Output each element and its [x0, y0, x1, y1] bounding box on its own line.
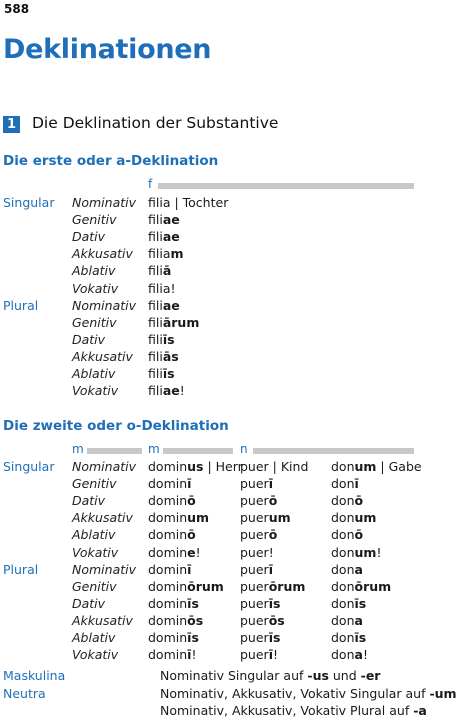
case-ending: ō	[187, 493, 196, 509]
note-text: Nominativ, Akkusativ, Vokativ Plural auf -a	[160, 703, 427, 718]
case-ending: ae	[162, 297, 180, 313]
word-form: donum!	[331, 544, 382, 560]
page-title: Deklinationen	[3, 34, 212, 65]
case-ending: ō	[187, 527, 196, 543]
case-ending: um	[187, 510, 210, 526]
case-ending: ō	[354, 493, 364, 509]
case-ending: ārum	[162, 314, 200, 330]
word-form: puerīs	[240, 630, 281, 645]
word-form: filiās	[148, 348, 179, 364]
word-form: dominō	[148, 527, 196, 543]
word-form: dominō	[148, 493, 196, 509]
note-term: Maskulina	[3, 668, 66, 683]
case-label: Genitiv	[72, 476, 117, 492]
case-ending: īs	[187, 595, 199, 611]
case-ending: ae	[162, 383, 180, 399]
table-row	[0, 492, 417, 509]
word-form: filiae	[148, 229, 180, 245]
table-row	[0, 475, 417, 492]
word-form: filia | Tochter	[148, 195, 229, 210]
case-ending: ae	[162, 212, 180, 228]
case-label: Ablativ	[72, 366, 116, 381]
case-ending: um	[354, 544, 377, 560]
table-row	[0, 646, 417, 663]
word-form: donō	[331, 493, 364, 509]
word-form: donī	[331, 476, 359, 492]
word-form: dominīs	[148, 630, 199, 645]
table-row	[0, 245, 417, 262]
case-label: Akkusativ	[72, 348, 133, 364]
case-label: Vokativ	[72, 383, 119, 399]
case-ending: um	[354, 459, 377, 474]
word-form: dona!	[331, 647, 368, 663]
case-ending: ī	[187, 476, 192, 492]
case-label: Nominativ	[72, 459, 137, 474]
case-label: Ablativ	[72, 263, 116, 279]
case-ending: ī	[268, 647, 273, 663]
case-label: Akkusativ	[72, 612, 133, 628]
note-text: Nominativ Singular auf -us und -er	[160, 668, 381, 683]
case-label: Ablativ	[72, 630, 116, 645]
word-form: domine!	[148, 544, 201, 560]
table-row	[0, 365, 417, 382]
word-form: dominum	[148, 510, 210, 526]
case-label: Nominativ	[72, 195, 137, 210]
number-label: Singular	[3, 195, 55, 210]
gender-bar	[87, 448, 142, 454]
case-label: Dativ	[72, 595, 106, 611]
case-ending: ae	[162, 229, 180, 245]
table-row	[0, 297, 417, 314]
word-form: puerīs	[240, 595, 281, 611]
case-label: Vokativ	[72, 544, 119, 560]
table-row	[0, 348, 417, 365]
word-form: filiae	[148, 212, 180, 228]
table-row	[0, 612, 417, 629]
table-row	[0, 382, 417, 399]
word-form: puerōs	[240, 612, 285, 628]
word-form: dominōs	[148, 612, 204, 628]
word-form: filia!	[148, 280, 176, 296]
word-form: puerī	[240, 476, 273, 492]
table-row	[0, 280, 417, 297]
case-ending: ī	[187, 561, 192, 577]
case-ending: ōrum	[187, 578, 224, 594]
case-ending: īs	[354, 595, 367, 611]
table-row	[0, 194, 417, 211]
word-form: filiam	[148, 246, 184, 262]
table-row	[0, 262, 417, 279]
case-ending: um	[268, 510, 291, 526]
word-form: donīs	[331, 595, 367, 611]
case-ending: a	[354, 561, 363, 577]
case-label: Akkusativ	[72, 246, 133, 262]
word-form: filiārum	[148, 314, 200, 330]
table-row	[0, 561, 417, 578]
case-ending: ō	[268, 527, 278, 543]
case-label: Genitiv	[72, 212, 117, 228]
word-form: donum | Gabe	[331, 459, 422, 474]
word-form: dominīs	[148, 595, 199, 611]
word-form: donum	[331, 510, 377, 526]
second-declension-gender-row	[0, 444, 417, 457]
note-ending: -er	[360, 668, 381, 683]
word-form: puerī	[240, 561, 273, 577]
case-ending: ās	[162, 348, 179, 364]
word-form: donō	[331, 527, 364, 543]
case-ending: ōs	[268, 612, 285, 628]
case-label: Dativ	[72, 493, 106, 509]
case-ending: ī	[268, 561, 273, 577]
word-form: dominī	[148, 561, 192, 577]
number-label: Plural	[3, 561, 39, 577]
table-row	[0, 211, 417, 228]
word-form: donīs	[331, 630, 367, 645]
table-row	[0, 526, 417, 543]
case-ending: ī	[187, 647, 192, 663]
word-form: puerōrum	[240, 578, 306, 594]
page-number: 588	[4, 2, 30, 16]
word-form: filiae!	[148, 383, 185, 399]
word-form: dominī	[148, 476, 192, 492]
word-form: puerō	[240, 493, 278, 509]
table-row	[0, 595, 417, 612]
word-form: puer | Kind	[240, 459, 309, 474]
table-row	[0, 544, 417, 561]
gender-bar	[158, 183, 414, 189]
word-form: filiā	[148, 263, 172, 279]
word-form: donōrum	[331, 578, 392, 594]
gender-label: m	[148, 442, 160, 456]
case-ending: ī	[268, 476, 273, 492]
case-ending: īs	[268, 630, 281, 645]
table-row	[0, 629, 417, 646]
gender-label: f	[148, 177, 153, 191]
case-label: Akkusativ	[72, 510, 133, 526]
gender-label: m	[72, 442, 84, 456]
note-ending: -us	[307, 668, 329, 683]
case-ending: e	[187, 544, 196, 560]
table-row	[0, 578, 417, 595]
case-ending: īs	[354, 630, 367, 645]
note-ending: -um	[429, 685, 457, 701]
first-declension-gender-row	[0, 179, 417, 192]
case-ending: ō	[268, 493, 278, 509]
second-declension-heading: Die zweite oder o-Deklination	[3, 418, 229, 434]
word-form: dominī!	[148, 647, 197, 663]
table-row	[0, 314, 417, 331]
word-form: puerō	[240, 527, 278, 543]
case-ending: ā	[162, 263, 172, 279]
word-form: puerum	[240, 510, 291, 526]
word-form: dona	[331, 612, 363, 628]
case-ending: m	[170, 246, 184, 262]
case-label: Nominativ	[72, 297, 137, 313]
case-label: Dativ	[72, 229, 106, 245]
word-form: filiīs	[148, 331, 175, 347]
number-label: Plural	[3, 297, 39, 313]
case-ending: īs	[162, 366, 175, 381]
case-ending: ōs	[187, 612, 204, 628]
gender-bar	[163, 448, 233, 454]
section-number-badge: 1	[3, 116, 20, 133]
case-ending: īs	[187, 630, 199, 645]
case-ending: um	[354, 510, 377, 526]
case-label: Nominativ	[72, 561, 137, 577]
note-term: Neutra	[3, 685, 46, 701]
word-form: puerī!	[240, 647, 278, 663]
table-row	[0, 458, 422, 475]
word-form: puer!	[240, 544, 274, 560]
word-form: filiīs	[148, 366, 175, 381]
section-title: Die Deklination der Substantive	[32, 114, 279, 132]
word-form: dona	[331, 561, 363, 577]
gender-label: n	[240, 442, 248, 456]
case-label: Dativ	[72, 331, 106, 347]
number-label: Singular	[3, 459, 55, 474]
case-ending: ō	[354, 527, 364, 543]
case-label: Genitiv	[72, 314, 117, 330]
case-ending: ī	[354, 476, 359, 492]
case-label: Vokativ	[72, 647, 119, 663]
note-text: Nominativ, Akkusativ, Vokativ Singular auf -um	[160, 685, 457, 701]
gender-bar	[253, 448, 414, 454]
case-ending: ōrum	[354, 578, 392, 594]
case-ending: īs	[162, 331, 175, 347]
table-row	[0, 331, 417, 348]
word-form: dominus | Herr	[148, 459, 243, 474]
first-declension-heading: Die erste oder a-Deklination	[3, 153, 219, 169]
case-label: Genitiv	[72, 578, 117, 594]
word-form: filiae	[148, 297, 180, 313]
word-form: dominōrum	[148, 578, 224, 594]
table-row	[0, 228, 417, 245]
case-label: Ablativ	[72, 527, 116, 543]
case-ending: ōrum	[268, 578, 306, 594]
table-row	[0, 509, 417, 526]
case-ending: a	[354, 612, 363, 628]
note-ending: -a	[413, 703, 427, 718]
case-ending: īs	[268, 595, 281, 611]
case-label: Vokativ	[72, 280, 119, 296]
case-ending: us	[187, 459, 204, 474]
case-ending: a	[354, 647, 363, 663]
